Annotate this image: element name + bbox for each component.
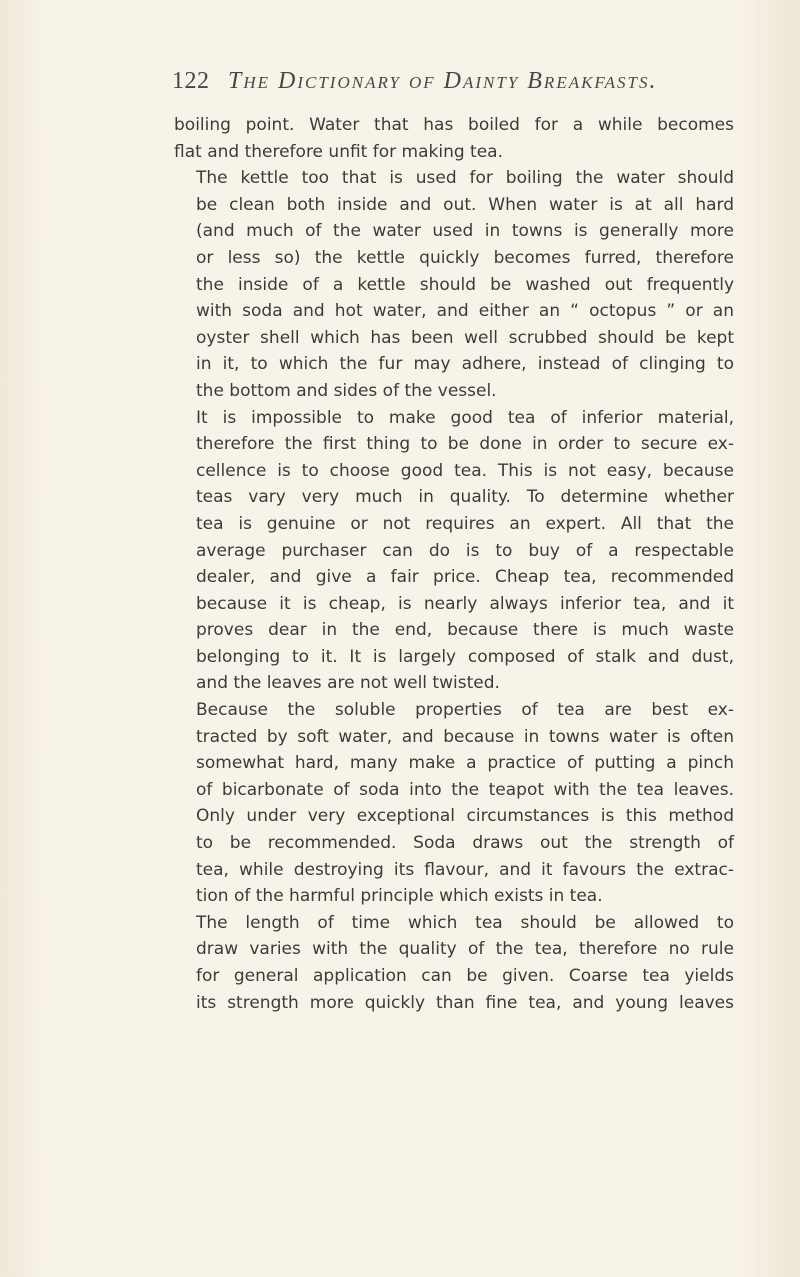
text-line: boiling point. Water that has boiled for a while becomes	[174, 115, 734, 135]
text-line: draw varies with the quality of the tea, therefore no rule	[196, 939, 734, 960]
text-line: Because the soluble properties of tea are best ex-	[196, 700, 734, 721]
text-line: dealer, and give a fair price. Cheap tea, recommended	[196, 567, 734, 588]
text-line: oyster shell which has been well scrubbed should be kept	[196, 327, 734, 348]
text-line: teas vary very much in quality. To determine whether	[196, 487, 734, 508]
paragraph-continuation	[174, 112, 734, 165]
running-title: The Dictionary of Dainty Breakfasts.	[228, 68, 658, 94]
text-line: in it, to which the fur may adhere, instead of clinging to	[196, 354, 734, 375]
text-line: tion of the harmful principle which exists in tea.	[196, 886, 603, 907]
text-line: somewhat hard, many make a practice of putting a pinch	[196, 753, 734, 774]
text-line: therefore the first thing to be done in order to secure ex-	[196, 434, 734, 455]
paragraph-kettle	[174, 165, 734, 404]
text-line: It is impossible to make good tea of inferior material,	[196, 407, 734, 428]
text-line: the bottom and sides of the vessel.	[196, 380, 497, 401]
page-number: 122	[172, 68, 210, 94]
text-line: for general application can be given. Coarse tea yields	[196, 966, 734, 986]
text-line: its strength more quickly than fine tea, and young leaves	[196, 992, 734, 1013]
text-line: or less so) the kettle quickly becomes furred, therefore	[196, 247, 734, 268]
text-line: of bicarbonate of soda into the teapot with the tea leaves.	[196, 779, 734, 800]
paragraph-soda	[174, 697, 734, 910]
paragraph-good-tea	[174, 405, 734, 698]
text-line: with soda and hot water, and either an “ octopus ” or an	[196, 301, 734, 322]
text-line: cellence is to choose good tea. This is not easy, because	[196, 460, 734, 481]
text-line: belonging to it. It is largely composed of stalk and dust,	[196, 646, 734, 667]
text-line: be clean both inside and out. When water is at all hard	[196, 194, 734, 215]
text-line: tea, while destroying its flavour, and it favours the extrac-	[196, 859, 734, 880]
text-line: flat and therefore unfit for making tea.	[174, 141, 503, 162]
text-line: average purchaser can do is to buy of a respectable	[196, 540, 734, 561]
text-line: and the leaves are not well twisted.	[196, 673, 500, 694]
text-line: (and much of the water used in towns is generally more	[196, 221, 734, 242]
paragraph-draw-time	[174, 910, 734, 1016]
text-line: because it is cheap, is nearly always inferior tea, and it	[196, 593, 734, 614]
text-line: Only under very exceptional circumstances is this method	[196, 806, 734, 827]
page-header	[172, 68, 732, 102]
text-line: The length of time which tea should be allowed to	[196, 912, 734, 933]
text-line: tracted by soft water, and because in towns water is often	[196, 726, 734, 747]
text-line: proves dear in the end, because there is much waste	[196, 620, 734, 641]
text-line: the inside of a kettle should be washed out frequently	[196, 274, 734, 295]
text-line: tea is genuine or not requires an expert. All that the	[196, 513, 734, 534]
text-line: to be recommended. Soda draws out the strength of	[196, 833, 734, 854]
body-text	[174, 112, 734, 1016]
text-line: The kettle too that is used for boiling the water should	[196, 168, 734, 189]
